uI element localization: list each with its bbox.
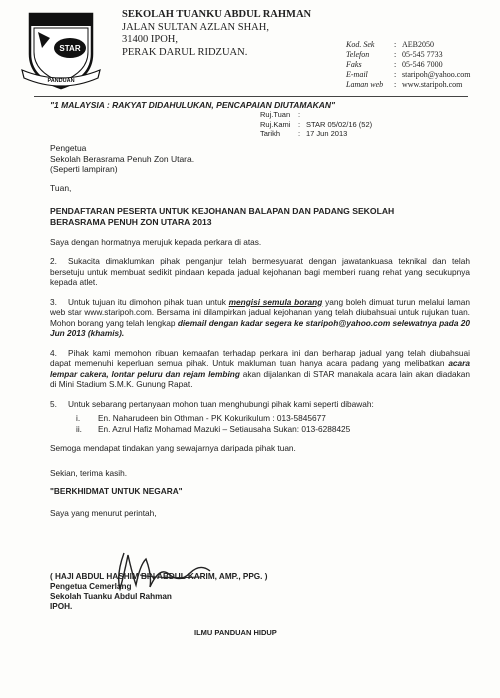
contact-value: 05-546 7000 — [402, 60, 443, 69]
letter-body — [50, 183, 470, 518]
closing-line: Semoga mendapat tindakan yang sewajarnya daripada pihak tuan. — [50, 443, 296, 453]
contact-label: Kod. Sek — [346, 40, 375, 49]
school-name: SEKOLAH TUANKU ABDUL RAHMAN — [122, 9, 312, 20]
address-line-2: 31400 IPOH, — [122, 34, 179, 45]
reference-block — [260, 110, 372, 139]
contact-label: Faks — [346, 60, 362, 69]
emphasis-text: mengisi semula borang — [228, 296, 323, 307]
signer-city: IPOH. — [50, 602, 73, 611]
recipient-line: Sekolah Berasrama Penuh Zon Utara. — [50, 153, 195, 164]
paragraph-number: 2. — [50, 256, 57, 266]
address-line-1: JALAN SULTAN AZLAN SHAH, — [122, 21, 269, 33]
paragraph-number: 4. — [50, 347, 57, 358]
logo-text: STAR — [59, 44, 81, 53]
reference-label: Ruj.Kami — [260, 119, 291, 129]
signer-block — [50, 572, 267, 612]
salutation: Tuan, — [50, 183, 72, 193]
paragraph-number: 3. — [50, 296, 57, 307]
header-divider — [34, 96, 468, 97]
reference-value: STAR 05/02/16 (52) — [306, 119, 373, 129]
subject-line: PENDAFTARAN PESERTA UNTUK KEJOHANAN BALAPAN DAN PADANG SEKOLAH — [50, 205, 395, 216]
paragraph-text: akan dijalankan di STAR manakala acara lain akan diadakan di Mini Stadium S.M.K. Gunung Rapat. — [50, 368, 470, 389]
emphasis-text: acara lempar cakera, lontar peluru dan rejam lembing — [50, 358, 470, 379]
contact-row: Telefon : 05-545 7733 — [346, 50, 443, 59]
signer-title: Pengetua Cemerlang — [50, 582, 132, 591]
paragraph-number: 5. — [50, 398, 57, 409]
recipient-block — [50, 143, 194, 175]
list-item — [76, 424, 470, 435]
motto: "1 MALAYSIA : RAKYAT DIDAHULUKAN, PENCAPAIAN DIUTAMAKAN" — [50, 100, 336, 110]
paragraph-2 — [50, 256, 470, 288]
list-text: En. Azrul Hafiz Mohamad Mazuki – Setiausaha Sukan: 013-6288425 — [98, 423, 351, 434]
list-item — [76, 413, 470, 424]
contact-row: Faks : 05-546 7000 — [346, 60, 443, 69]
slogan: "BERKHIDMAT UNTUK NEGARA" — [50, 486, 183, 496]
school-address — [122, 9, 311, 59]
emphasis-text: diemail dengan kadar segera ke staripoh@yahoo.com selewatnya pada 20 Jun 2013 (khamis). — [50, 317, 470, 338]
contact-row: E-mail : staripoh@yahoo.com — [346, 70, 471, 79]
closing-thanks: Sekian, terima kasih. — [50, 467, 128, 478]
reference-row: Tarikh : 17 Jun 2013 — [260, 129, 348, 138]
contact-label: Telefon — [346, 50, 370, 59]
reference-row: Ruj.Kami : STAR 05/02/16 (52) — [260, 119, 373, 129]
reference-value: 17 Jun 2013 — [306, 129, 348, 138]
paragraph-text: Untuk sebarang pertanyaan mohon tuan menghubungi pihak kami seperti dibawah: — [68, 398, 374, 409]
contact-value: 05-545 7733 — [402, 50, 443, 59]
footer-slogan: ILMU PANDUAN HIDUP — [194, 628, 277, 637]
address-line-3: PERAK DARUL RIDZUAN. — [122, 46, 248, 58]
paragraph-5 — [50, 399, 470, 410]
recipient-line: (Seperti lampiran) — [50, 164, 118, 174]
paragraph-text: Pihak kami memohon ribuan kemaafan terhadap perkara ini dan berharap jadual yang telah diubahsuai dapat memenuhi keperluan semua pihak. Untuk makluman tuan hanya acara padang yang melibatkan — [50, 347, 470, 368]
list-number: i. — [76, 413, 81, 423]
contact-row: Laman web : www.staripoh.com — [346, 80, 463, 89]
paragraph-text: Untuk tujuan itu dimohon pihak tuan untuk — [68, 296, 229, 307]
list-number: ii. — [76, 423, 82, 434]
closing-obedient: Saya yang menurut perintah, — [50, 507, 157, 518]
paragraph-text: Sukacita dimaklumkan pihak penganjur telah bermesyuarat dengan jawatankuasa teknikal dan telah bersetuju untuk membuat sedikit pindaan kepada jadual kejohanan bagi memberi ruang rehat yang secukupnya kepada atlet. — [50, 256, 470, 287]
paragraph-3 — [50, 297, 470, 339]
list-text: En. Naharudeen bin Othman - PK Kokurikulum : 013-5845677 — [98, 413, 326, 423]
paragraph-4 — [50, 348, 470, 390]
paragraph-1: Saya dengan hormatnya merujuk kepada perkara di atas. — [50, 236, 262, 247]
contact-value: www.staripoh.com — [402, 80, 463, 89]
recipient-line: Pengetua — [50, 143, 87, 153]
reference-label: Tarikh — [260, 129, 281, 138]
contact-value: AEB2050 — [402, 40, 434, 49]
logo-banner-text: PANDUAN — [47, 78, 75, 84]
signer-school: Sekolah Tuanku Abdul Rahman — [50, 592, 172, 601]
reference-label: Ruj.Tuan — [260, 110, 291, 119]
reference-row: Ruj.Tuan : — [260, 110, 301, 119]
contact-value: staripoh@yahoo.com — [402, 70, 471, 79]
contact-list — [76, 413, 470, 434]
signer-name: ( HAJI ABDUL HASHIM BIN ABDUL KARIM, AMP., PPG. ) — [50, 572, 268, 581]
contact-label: Laman web — [346, 80, 384, 89]
contact-label: E-mail — [346, 70, 368, 79]
subject-line: BERASRAMA PENUH ZON UTARA 2013 — [50, 216, 212, 227]
school-crest-logo — [20, 8, 102, 92]
paragraph-text: yang boleh dimuat turun melalui laman web star www.staripoh.com. Bersama ini dilampirkan jadual kejohanan yang telah diubahsuai untuk rujukan tuan. Mohon borang yang telah lengkap — [50, 296, 470, 328]
contact-block — [346, 40, 470, 90]
contact-row: Kod. Sek : AEB2050 — [346, 40, 434, 49]
